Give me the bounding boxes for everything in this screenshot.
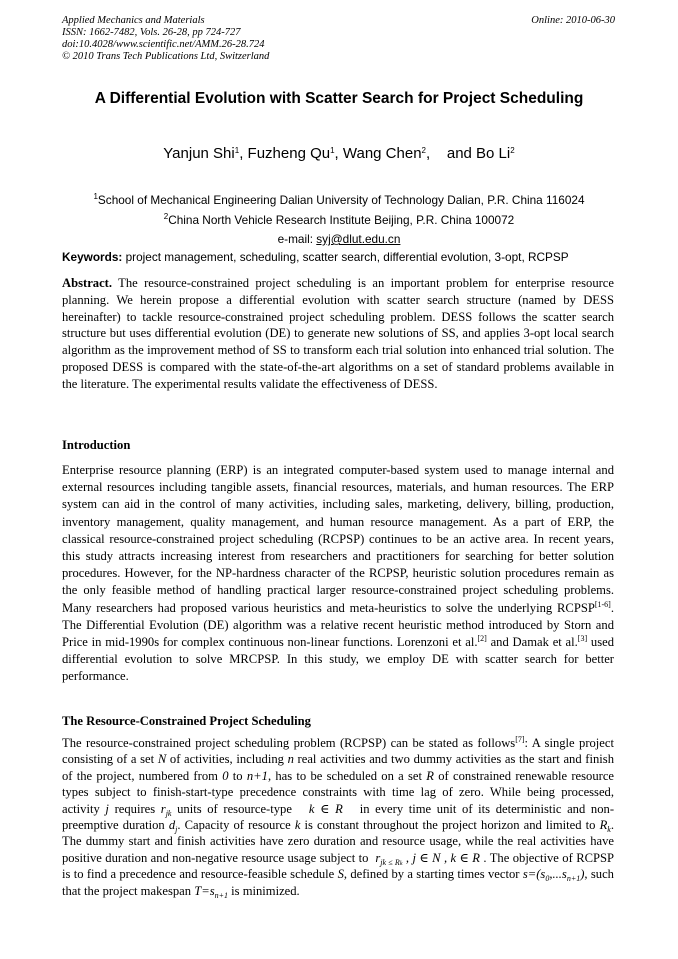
- section-heading-introduction: Introduction: [62, 438, 131, 452]
- math-symbol: S: [337, 867, 344, 882]
- math-symbol: , j ∈ N , k ∈ R: [402, 850, 480, 865]
- abstract-label: Abstract.: [62, 276, 113, 290]
- math-subscript: k: [607, 825, 611, 835]
- rcpsp-text: requires: [108, 801, 161, 816]
- rcpsp-paragraph: [62, 735, 618, 900]
- issn: ISSN: 1662-7482, Vols. 26-28, pp 724-727: [62, 27, 241, 38]
- keywords-label: Keywords:: [62, 250, 123, 264]
- email-label: e-mail:: [277, 232, 317, 246]
- math-subscript: j: [175, 825, 178, 835]
- math-symbol: ): [580, 867, 585, 882]
- journal-name: Applied Mechanics and Materials: [62, 15, 205, 26]
- citation: [2]: [477, 634, 487, 644]
- author-separator: ,: [239, 145, 248, 162]
- rcpsp-text: . The objective of RCPSP is to find a precedence and resource-feasible schedule: [62, 850, 615, 882]
- author-affiliation: 1: [330, 146, 335, 155]
- online-date: Online: 2010-06-30: [531, 15, 615, 26]
- rcpsp-text: real activities and two dummy activities as the start and finish of the project, numbered from: [62, 752, 614, 783]
- affiliation-2: [0, 213, 678, 227]
- math-symbol: R: [599, 818, 608, 833]
- math-symbol: n+1: [246, 768, 268, 783]
- citation: [7]: [515, 735, 525, 744]
- author-affiliation: 1: [234, 146, 240, 155]
- math-subscript: n+1: [214, 890, 228, 900]
- math-subscript: jk ≤ R: [380, 857, 400, 867]
- affiliation-number: 2: [163, 212, 169, 221]
- citation: [3]: [577, 634, 588, 644]
- rcpsp-text: : A single project consisting of a set: [62, 736, 614, 767]
- author-name: Fuzheng Qu: [247, 145, 331, 162]
- math-symbol: R: [426, 768, 434, 783]
- author-separator: ,: [334, 145, 343, 162]
- rcpsp-text: . Capacity of resource: [177, 818, 295, 833]
- rcpsp-text: is constant throughout the project horizon and limited to: [300, 818, 600, 833]
- section-heading-rcpsp: The Resource-Constrained Project Scheduling: [62, 714, 311, 728]
- keywords-text: project management, scheduling, scatter search, differential evolution, 3-opt, RCPSP: [122, 250, 569, 264]
- math-subscript: n+1: [566, 874, 581, 884]
- intro-text: used differential evolution to solve MRCPSP. In this study, we employ DE with scatter search for better performance.: [62, 635, 614, 684]
- author-list: [0, 145, 678, 162]
- rcpsp-text: , has to be scheduled on a set: [267, 768, 427, 783]
- author-name: Bo Li: [476, 145, 511, 162]
- math-symbol: T=s: [194, 883, 215, 898]
- math-symbol: k: [294, 818, 301, 833]
- math-symbol: ,...s: [549, 867, 567, 882]
- author-name: Yanjun Shi: [163, 145, 235, 162]
- author-affiliation: 2: [421, 146, 426, 155]
- intro-text: . The Differential Evolution (DE) algorithm was a relative recent heuristic method introduced by Storn and Price in mid-1990s for complex continuous non-linear functions. Lorenzoni et al.: [62, 600, 614, 650]
- doi: doi:10.4028/www.scientific.net/AMM.26-28.724: [62, 39, 265, 50]
- rcpsp-text: . The dummy start and finish activities have zero duration and resource usage, while the real activities have positive duration and non-negative resource usage subject to: [62, 818, 618, 865]
- copyright: © 2010 Trans Tech Publications Ltd, Switzerland: [62, 51, 270, 62]
- rcpsp-text: of constrained renewable resource types subject to finish-start-type precedence constraints with time lag of zero. While being processed, activity: [62, 768, 615, 816]
- affiliation-text: China North Vehicle Research Institute Beijing, P.R. China 100072: [168, 213, 515, 227]
- author-and: and: [434, 145, 477, 162]
- math-symbol: r: [375, 850, 381, 865]
- affiliation-1: [0, 193, 678, 207]
- math-symbol: k ∈ R: [308, 801, 343, 816]
- math-symbol: 0: [222, 768, 229, 783]
- math-symbol: r: [160, 801, 166, 816]
- author-name: Wang Chen: [342, 145, 422, 162]
- rcpsp-text: of activities, including: [166, 752, 288, 767]
- rcpsp-text: The resource-constrained project scheduling problem (RCPSP) can be stated as follows: [62, 736, 516, 750]
- math-symbol: s=(s: [522, 867, 546, 882]
- paper-title: A Differential Evolution with Scatter Search for Project Scheduling: [94, 90, 584, 107]
- math-subscript: k: [399, 860, 403, 867]
- author-separator: ,: [426, 145, 435, 162]
- email-link[interactable]: syj@dlut.edu.cn: [316, 232, 401, 246]
- abstract-text: The resource-constrained project scheduling is an important problem for enterprise resource planning. We herein propose a differential evolution with scatter search structure (named by DESS hereinafter) to tackle resource-constrained project scheduling problem. DESS follows the scatter search structure but uses differential evolution (DE) to generate new solutions of SS, and applies 3-opt local search algorithm as the improvement method of SS to transform each trial solution into enhanced trial solution. The proposed DESS is compared with the state-of-the-art algorithms on a set of standard problems available in the literature. The experimental results validate the effectiveness of DESS.: [62, 276, 614, 391]
- keywords: [62, 250, 622, 264]
- rcpsp-text: to: [228, 768, 247, 783]
- intro-text: Enterprise resource planning (ERP) is an integrated computer-based system used to manage internal and external resources including tangible assets, financial resources, materials, and human resources. The ERP system can aid in the control of many activities, including sales, marketing, delivery, billing, production, inventory management, quality management, and human resource management. As a part of ERP, the classical resource-constrained project scheduling (RCPSP) continues to be an active area. In recent years, this study attracts increasing interest from researchers and practitioners for searching for better solution procedures. However, for the NP-hardness character of the RCPSP, heuristic solution procedures remain as the only feasible method of handling practical larger resource-constrained project scheduling problems. Many researchers had proposed various heuristics and meta-heuristics to solve the underlying RCPSP: [62, 463, 614, 615]
- math-subscript: 0: [545, 874, 550, 884]
- abstract: [62, 275, 614, 393]
- rcpsp-text: , defined by a starting times vector: [343, 867, 523, 882]
- rcpsp-text: in every time unit of its deterministic and non-preemptive duration: [62, 801, 615, 833]
- citation: [1-6]: [594, 599, 611, 609]
- rcpsp-text: , such that the project makespan: [62, 867, 614, 898]
- affiliation-text: School of Mechanical Engineering Dalian University of Technology Dalian, P.R. China 116024: [97, 193, 585, 207]
- math-symbol: d: [168, 818, 176, 833]
- intro-text: and Damak et al.: [486, 635, 578, 650]
- math-symbol: j: [105, 801, 109, 816]
- math-symbol: N: [157, 752, 167, 767]
- affiliation-number: 1: [93, 192, 98, 201]
- math-subscript: jk: [165, 808, 172, 818]
- rcpsp-text: units of resource-type: [171, 801, 309, 816]
- math-symbol: n: [287, 752, 294, 767]
- rcpsp-text: is minimized.: [228, 883, 300, 898]
- author-affiliation: 2: [510, 146, 515, 155]
- email-line: [0, 232, 678, 246]
- introduction-paragraph: [62, 462, 614, 686]
- journal-header: [62, 15, 269, 63]
